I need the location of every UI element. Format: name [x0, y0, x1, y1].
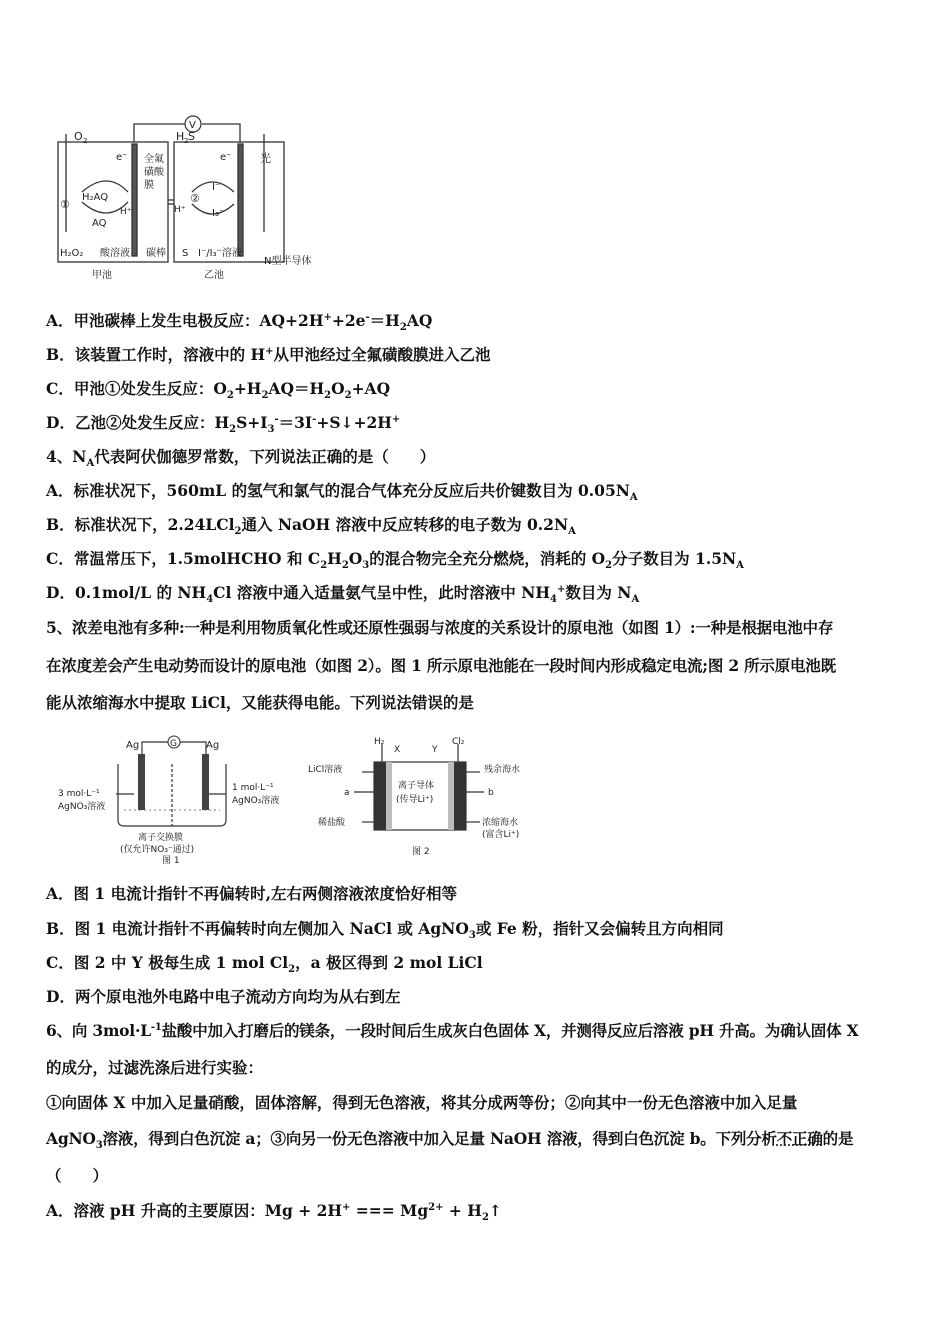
circle2-label: ②	[190, 192, 200, 205]
fig2-caption: 图 2	[412, 847, 430, 857]
fig1-caption: 图 1	[162, 856, 180, 865]
o2-label: O	[74, 130, 83, 143]
q6-stem-5: （ ）	[46, 1166, 109, 1185]
membrane-note: (仅允许NO₃⁻通过)	[120, 845, 195, 855]
left-conc-label: 3 mol·L⁻¹	[58, 789, 100, 799]
q6-stem-2: 的成分，过滤洗涤后进行实验：	[46, 1058, 264, 1077]
aq-label: AQ	[92, 218, 107, 229]
concentration-cell-figures	[56, 730, 536, 865]
acid-label: 酸溶液	[100, 248, 130, 259]
light-label: 光	[260, 152, 271, 165]
a-label: a	[344, 788, 350, 798]
h2s-label: H	[176, 130, 185, 143]
q4-option-b: B．标准状况下，2.24LCl$_2$通入 NaOH 溶液中反应转移的电子数为 $0.2N_A$	[46, 515, 576, 538]
licl-label: LiCl溶液	[308, 765, 343, 775]
concentrated-label: 浓缩海水	[482, 818, 519, 828]
q4-option-a: A．标准状况下，560mL 的氢气和氯气的混合气体充分反应后共价键数目为 $0.05N_A$	[46, 481, 638, 504]
q4-option-c: C．常温常压下，1.5molHCHO 和 $C_2H_2O_3$的混合物完全充分燃烧，消耗的 $O_2$分子数目为 $1.5N_A$	[46, 549, 744, 572]
h2aq-label: H₂AQ	[82, 192, 109, 203]
q5-option-c: C．图 2 中 Y 极每生成 1 mol $Cl_2$，a 极区得到 2 mol LiCl	[46, 953, 483, 976]
h2s-s: S	[188, 130, 195, 143]
conductor-label: 离子导体	[398, 781, 435, 791]
membrane-label-2: 磺酸	[144, 167, 164, 178]
q4-stem: 4、$N_A$代表阿伏伽德罗常数，下列说法正确的是（ ）	[46, 447, 436, 470]
left-sol-label: AgNO₃溶液	[58, 802, 106, 812]
sulfur-label: S	[182, 248, 189, 259]
electron-right-label: e⁻	[220, 152, 232, 163]
q5-stem-1: 5、浓差电池有多种:一种是利用物质氧化性或还原性强弱与浓度的关系设计的原电池（如图 1）:一种是根据电池中存	[46, 618, 834, 637]
concentrated-note: (富含Li⁺)	[482, 830, 520, 840]
hplus-mid-label: H⁺	[174, 205, 186, 215]
galvanometer-label: G	[170, 739, 177, 749]
hplus-left-label: H⁺	[120, 207, 132, 217]
h2s-sub: 2	[184, 137, 189, 145]
q6-stem-1: 6、向 $3mol\cdot L^{-1}$盐酸中加入打磨后的镁条，一段时间后生成灰白色固体 X，并测得反应后溶液 pH 升高。为确认固体 X	[46, 1021, 859, 1040]
membrane-label-1: 全氟	[144, 154, 164, 165]
q3-option-c: C．甲池①处发生反应：$O_2+H_2AQ=H_2O_2+AQ$	[46, 379, 391, 402]
i-solution-label: I⁻/I₃⁻溶液	[198, 248, 242, 259]
q6-option-a: A．溶液 pH 升高的主要原因：Mg + 2H+ === $Mg^{2+}$ + $H_2↑$	[46, 1201, 502, 1224]
carbon-label: 碳棒	[146, 248, 166, 259]
cell-left-label: 甲池	[92, 270, 112, 281]
semiconductor-label: N型半导体	[264, 256, 312, 267]
hcl-label: 稀盐酸	[318, 818, 346, 828]
y-label: Y	[432, 745, 438, 755]
q5-stem-2: 在浓度差会产生电动势而设计的原电池（如图 2）。图 1 所示原电池能在一段时间内形成稳定电流;图 2 所示原电池既	[46, 656, 836, 675]
q3-option-b: B．该装置工作时，溶液中的 H+从甲池经过全氟磺酸膜进入乙池	[46, 345, 491, 364]
q5-option-d: D．两个原电池外电路中电子流动方向均为从右到左	[46, 987, 401, 1006]
q5-option-b: B．图 1 电流计指针不再偏转时向左侧加入 NaCl 或 AgNO$_3$或 Fe 粉，指针又会偏转且方向相同	[46, 919, 724, 942]
right-sol-label: AgNO₃溶液	[232, 796, 280, 806]
cl2-label: Cl₂	[452, 737, 465, 747]
ag-right-label: Ag	[206, 740, 220, 751]
conductor-note: (传导Li⁺)	[396, 795, 434, 805]
b-label: b	[488, 788, 494, 798]
triiodide-label: I₃⁻	[212, 208, 225, 219]
membrane-label: 离子交换膜	[138, 833, 184, 843]
electron-left-label: e⁻	[116, 152, 128, 163]
h2o2-label: H₂O₂	[60, 248, 84, 259]
iodide-label: I⁻	[212, 182, 221, 193]
circle1-label: ①	[60, 198, 70, 211]
q5-option-a: A．图 1 电流计指针不再偏转时,左右两侧溶液浓度恰好相等	[46, 884, 458, 903]
membrane-label-3: 膜	[144, 180, 154, 191]
q4-option-d: D．0.1mol/L 的 $NH_4Cl$ 溶液中通入适量氨气呈中性，此时溶液中 $NH_4^+$数目为 $N_A$	[46, 583, 640, 606]
right-conc-label: 1 mol·L⁻¹	[232, 783, 274, 793]
o2-sub: 2	[83, 137, 88, 145]
remaining-label: 残余海水	[484, 765, 521, 775]
q6-stem-3: ①向固体 X 中加入足量硝酸，固体溶解，得到无色溶液，将其分成两等份；②向其中一份无色溶液中加入足量	[46, 1093, 798, 1112]
q3-option-d: D．乙池②处发生反应：$H_2S+I_3^-=3I^-+S↓+2H^+$	[46, 413, 401, 436]
electrochemical-cell-figure	[52, 112, 342, 284]
q5-stem-3: 能从浓缩海水中提取 LiCl，又能获得电能。下列说法错误的是	[46, 693, 474, 712]
voltmeter-label: V	[189, 120, 196, 131]
ag-left-label: Ag	[126, 740, 140, 751]
x-label: X	[394, 745, 401, 755]
q6-stem-4: AgNO$_3$溶液，得到白色沉淀 a；③向另一份无色溶液中加入足量 NaOH 溶液，得到白色沉淀 b。下列分析不正确的是	[46, 1129, 854, 1152]
h2-label: H₂	[374, 737, 385, 747]
q3-option-a: A．甲池碳棒上发生电极反应：$AQ+2H^++2e^-=H_2AQ$	[46, 311, 433, 334]
cell-right-label: 乙池	[204, 270, 224, 281]
